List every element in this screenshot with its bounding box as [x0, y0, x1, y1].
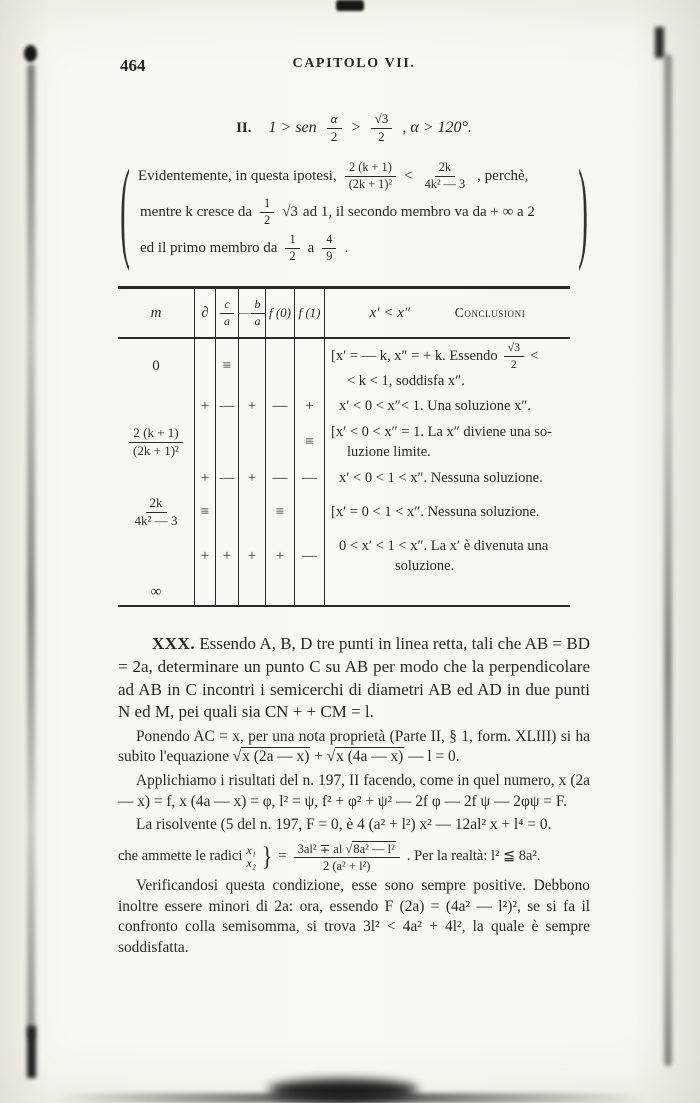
table-row-0	[118, 339, 570, 393]
header-m: m	[150, 304, 162, 321]
table-row-1	[118, 393, 570, 419]
fraction-denominator: 2	[330, 128, 338, 144]
radical-sign: √	[326, 748, 336, 766]
cell-ba: +	[238, 465, 265, 491]
header-f1: f (1)	[294, 289, 324, 337]
cell-f1	[294, 491, 324, 533]
fraction-numerator: 1	[260, 197, 274, 213]
note-text: .	[344, 239, 349, 256]
note-text: ed il primo membro da	[140, 239, 278, 256]
cell-ca	[215, 419, 238, 465]
cell-conclusion: x′ < 0 < x″< 1. Una soluzione x″.	[324, 393, 570, 419]
cell-conclusion: 0 < x′ < 1 < x″. La x′ è divenuta una soluzione.	[324, 533, 570, 579]
cell-ba	[238, 491, 265, 533]
fraction-numerator: b	[251, 298, 265, 313]
fraction-numerator: 2k	[435, 161, 455, 177]
root-discussion-table	[118, 286, 570, 607]
fraction-numerator: 2k	[146, 496, 167, 513]
fraction-numerator: α	[327, 112, 342, 129]
reality-condition: . Per la realtà: l² ≦ 8a².	[406, 848, 541, 865]
fraction-denominator: (2k + 1)²	[133, 442, 179, 458]
fraction-denominator: a	[254, 313, 261, 328]
cell-f1: —	[294, 465, 324, 491]
note-text: a	[307, 239, 315, 256]
cell-f0: —	[265, 393, 294, 419]
cell-ca: —	[215, 465, 238, 491]
roots-stack	[246, 844, 256, 869]
fraction-numerator: 4	[322, 233, 336, 249]
parenthetical-note	[118, 150, 590, 275]
cell-ba: +	[238, 533, 265, 579]
cell-conclusion: x′ < 0 < 1 < x″. Nessuna soluzione.	[324, 465, 570, 491]
case-II-formula	[118, 112, 590, 144]
cell-ca: ≡	[215, 339, 238, 393]
problem-statement	[118, 633, 590, 723]
cell-conclusion	[324, 579, 570, 605]
cell-f1: —	[294, 533, 324, 579]
table-row-4	[118, 491, 570, 533]
cell-f1: ≡	[294, 419, 324, 465]
cell-delta	[194, 579, 215, 605]
cell-m: ∞	[150, 583, 162, 600]
page-content	[118, 56, 590, 959]
equals-sign: =	[278, 848, 287, 865]
cell-f0: —	[265, 465, 294, 491]
radical-sign: √	[232, 748, 242, 766]
cell-ca	[215, 491, 238, 533]
root-x1: x₁	[246, 843, 256, 858]
roots-text: che ammette le radici	[118, 848, 243, 865]
fraction-m-value	[129, 426, 183, 458]
scan-artifact-left-edge	[27, 64, 35, 1039]
cell-m	[118, 393, 194, 419]
paragraph-equation: Ponendo AC = x, per una nota proprietà (Parte II, § 1, form. XLIII) si ha subito l'equazione √x (2a — x) + √x (4a — x) — l = 0.	[118, 727, 590, 766]
fraction-four-ninths	[322, 233, 336, 264]
cell-delta	[194, 339, 215, 393]
cell-delta: +	[194, 393, 215, 419]
scan-artifact-right-edge	[664, 54, 672, 1066]
fraction-numerator: √3	[504, 341, 524, 356]
note-body	[132, 158, 576, 266]
cell-ba	[238, 339, 265, 393]
close-parenthesis: )	[578, 150, 588, 275]
fraction-2k1	[345, 161, 396, 192]
fraction-denominator: 2	[378, 128, 385, 144]
fraction-one-half	[285, 233, 299, 264]
radicand-1: x (2a — x)	[242, 748, 310, 766]
cell-m	[118, 533, 194, 579]
note-text: mentre k cresce da	[140, 203, 253, 220]
root-x2: x₂	[246, 855, 256, 870]
greater-than-sign: >	[351, 119, 361, 137]
cell-delta: ≡	[194, 491, 215, 533]
open-parenthesis: (	[120, 150, 130, 275]
radicand: 8a² — l²	[353, 841, 395, 856]
table-row-5	[118, 533, 570, 579]
scan-artifact-top-mark	[336, 0, 364, 11]
fraction-b-a	[251, 298, 265, 328]
cell-conclusion: [x′ = 0 < 1 < x″. Nessuna soluzione.	[324, 491, 570, 533]
fraction-c-a	[220, 298, 234, 328]
scan-artifact-bottom-edge	[55, 1093, 645, 1103]
fraction-denominator: 9	[326, 248, 333, 263]
cell-f1	[294, 339, 324, 393]
table-row-2	[118, 419, 570, 465]
fraction-denominator: 2	[264, 212, 271, 227]
cell-m	[118, 419, 194, 465]
fraction-denominator: 2	[510, 356, 517, 371]
note-line-3	[138, 230, 570, 266]
statement-text: Essendo A, B, D tre punti in linea retta, tali che AB = BD = 2a, determinare un punto C su AB per modo che la perpendicolare ad AB in C incontri i semicerchi di diametri AB ed AD in due punti N ed M, pei quali sia CN + + CM = l.	[118, 634, 591, 722]
paragraph-verification: Verificandosi questa condizione, esse sono sempre positive. Debbono inoltre essere minori di 2a: ora, essendo F (2a) = (4a² — l²)², se si fa il confronto colla semisomma, si trova 3l² < 4a² + 4l², la quale è sempre soddisfatta.	[118, 876, 590, 956]
formula-text: , α > 120°.	[402, 119, 472, 137]
note-text: , perchè,	[477, 167, 529, 184]
cell-f1: +	[294, 393, 324, 419]
page-number: 464	[120, 56, 146, 75]
cell-ca: —	[215, 393, 238, 419]
problem-number: XXX.	[152, 634, 196, 654]
running-title: CAPITOLO VII.	[292, 56, 416, 71]
cell-ba: +	[238, 393, 265, 419]
problem-xxx-section	[118, 633, 590, 958]
note-text: Evidentemente, in questa ipotesi,	[138, 167, 337, 184]
header-discriminant: ∂	[194, 289, 215, 337]
paragraph-resolvent: La risolvente (5 del n. 197, F = 0, è 4 (a² + l²) x² — 12al² x + l⁴ = 0.	[136, 816, 552, 834]
fraction-one-half	[260, 197, 274, 228]
cell-conclusion: [x′ = — k, x″ = + k. Essendo $\frac{√3}{2}$ < < k < 1, soddisfa x″.	[324, 339, 570, 393]
cell-f0	[265, 339, 294, 393]
cell-conclusion: [x′ < 0 < x″ = 1. La x″ diviene una so- luzione limite.	[324, 419, 570, 465]
cell-delta: +	[194, 465, 215, 491]
table-header	[118, 289, 570, 339]
cell-m	[118, 465, 194, 491]
fraction-2k	[421, 161, 470, 192]
less-than-sign: <	[404, 167, 413, 184]
scan-artifact-bottom-left	[27, 1026, 36, 1078]
roots-fraction: 3al² ∓ al √ 8a² — l² 2 (a² + l²)	[294, 841, 400, 873]
cell-delta: +	[194, 533, 215, 579]
fraction-denominator: 4k² — 3	[424, 176, 466, 191]
fraction-sqrt3-2	[371, 112, 393, 144]
sqrt-three: √3	[282, 203, 298, 220]
fraction-denominator: 2	[289, 248, 296, 263]
fraction-numerator: √3	[371, 112, 393, 129]
fraction-alpha-2	[327, 112, 342, 144]
fraction-denominator: 2 (a² + l²)	[322, 858, 371, 873]
cell-m	[118, 491, 194, 533]
header-f0: f (0)	[265, 289, 294, 337]
note-line-1	[138, 158, 570, 194]
cell-f1	[294, 579, 324, 605]
cell-f0: +	[265, 533, 294, 579]
cell-ba	[238, 419, 265, 465]
header-minus-b-over-a	[238, 289, 265, 337]
note-text: ad 1, il secondo membro va da + ∞ a 2	[302, 203, 535, 220]
note-line-2	[138, 194, 570, 230]
fraction-numerator: 1	[285, 233, 299, 249]
page-header	[118, 56, 590, 80]
cell-delta	[194, 419, 215, 465]
fraction-numerator: c	[220, 298, 233, 313]
cell-f0: ≡	[265, 491, 294, 533]
scan-artifact-left-blob	[24, 45, 37, 62]
scan-artifact-top-right	[655, 27, 664, 58]
cell-ca	[215, 579, 238, 605]
right-brace: }	[261, 841, 273, 871]
fraction-m-value	[131, 496, 182, 528]
fraction-numerator: 2 (k + 1)	[345, 161, 396, 177]
fraction-denominator: 4k² — 3	[134, 512, 178, 528]
fraction-denominator: (2k + 1)²	[348, 176, 393, 191]
cell-ba	[238, 579, 265, 605]
scan-artifact-bottom-blob	[268, 1079, 418, 1101]
minus-sign: —	[238, 307, 250, 320]
radicand-2: x (4a — x)	[336, 748, 404, 766]
header-interval: x′ < x″	[369, 304, 411, 321]
paragraph-substitutions: Applichiamo i risultati del n. 197, II facendo, come in quel numero, x (2a — x) = f, x (4a — x) = φ, l² = ψ, f² + φ² + ψ² — 2f φ — 2f ψ — 2φψ = F.	[118, 772, 590, 810]
fraction-denominator: a	[224, 313, 230, 328]
table-row-6	[118, 579, 570, 605]
roots-formula-line	[118, 841, 590, 873]
header-interval-conclusions	[324, 289, 570, 337]
header-c-over-a	[215, 289, 238, 337]
fraction-sqrt3-2	[504, 341, 524, 371]
case-label: II.	[236, 119, 252, 136]
header-conclusions: Conclusioni	[454, 305, 526, 321]
formula-text: 1 > sen	[268, 119, 317, 137]
table-row-3	[118, 465, 570, 491]
fraction-numerator: 2 (k + 1)	[129, 426, 182, 443]
cell-m: 0	[152, 357, 160, 374]
cell-f0	[265, 419, 294, 465]
cell-f0	[265, 579, 294, 605]
cell-ca: +	[215, 533, 238, 579]
